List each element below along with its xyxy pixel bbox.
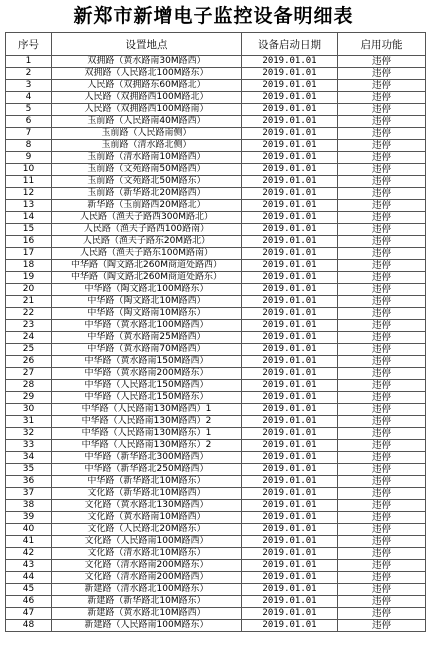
cell-no: 31 bbox=[6, 416, 52, 428]
table-row bbox=[6, 428, 426, 440]
cell-location: 新建路（人民路南100M路东） bbox=[52, 620, 242, 632]
cell-function: 违停 bbox=[338, 80, 426, 92]
cell-date: 2019.01.01 bbox=[242, 524, 338, 536]
cell-location: 双拥路（黄水路南30M路西） bbox=[52, 56, 242, 68]
cell-date: 2019.01.01 bbox=[242, 560, 338, 572]
cell-location: 中华路（陶文路北100M路东） bbox=[52, 284, 242, 296]
table-row bbox=[6, 176, 426, 188]
cell-location: 中华路（黄水路南150M路西） bbox=[52, 356, 242, 368]
cell-date: 2019.01.01 bbox=[242, 176, 338, 188]
table-row bbox=[6, 368, 426, 380]
cell-location: 人民路（双拥路西100M路北） bbox=[52, 92, 242, 104]
cell-no: 9 bbox=[6, 152, 52, 164]
cell-date: 2019.01.01 bbox=[242, 296, 338, 308]
cell-function: 违停 bbox=[338, 308, 426, 320]
table-row bbox=[6, 536, 426, 548]
cell-function: 违停 bbox=[338, 92, 426, 104]
table-row bbox=[6, 608, 426, 620]
cell-date: 2019.01.01 bbox=[242, 584, 338, 596]
cell-function: 违停 bbox=[338, 608, 426, 620]
table-row bbox=[6, 440, 426, 452]
cell-location: 玉前路（文苑路北50M路东） bbox=[52, 176, 242, 188]
cell-function: 违停 bbox=[338, 104, 426, 116]
table-row bbox=[6, 596, 426, 608]
cell-date: 2019.01.01 bbox=[242, 224, 338, 236]
cell-location: 文化路（清水路南200M路西） bbox=[52, 572, 242, 584]
cell-date: 2019.01.01 bbox=[242, 164, 338, 176]
cell-no: 14 bbox=[6, 212, 52, 224]
table-row bbox=[6, 68, 426, 80]
cell-no: 8 bbox=[6, 140, 52, 152]
table-row bbox=[6, 260, 426, 272]
table-row bbox=[6, 212, 426, 224]
table-row bbox=[6, 356, 426, 368]
cell-date: 2019.01.01 bbox=[242, 212, 338, 224]
cell-no: 26 bbox=[6, 356, 52, 368]
cell-function: 违停 bbox=[338, 200, 426, 212]
table-row bbox=[6, 404, 426, 416]
cell-no: 32 bbox=[6, 428, 52, 440]
cell-date: 2019.01.01 bbox=[242, 332, 338, 344]
cell-function: 违停 bbox=[338, 464, 426, 476]
cell-location: 中华路（黄水路北100M路西） bbox=[52, 320, 242, 332]
cell-location: 人民路（渔夫子路西100路南） bbox=[52, 224, 242, 236]
cell-location: 人民路（渔夫子路西300M路北） bbox=[52, 212, 242, 224]
cell-no: 41 bbox=[6, 536, 52, 548]
cell-function: 违停 bbox=[338, 332, 426, 344]
cell-no: 28 bbox=[6, 380, 52, 392]
cell-no: 34 bbox=[6, 452, 52, 464]
cell-function: 违停 bbox=[338, 572, 426, 584]
cell-location: 新建路（黄水路北10M路西） bbox=[52, 608, 242, 620]
cell-date: 2019.01.01 bbox=[242, 116, 338, 128]
cell-date: 2019.01.01 bbox=[242, 608, 338, 620]
cell-function: 违停 bbox=[338, 404, 426, 416]
table-row bbox=[6, 236, 426, 248]
cell-no: 22 bbox=[6, 308, 52, 320]
cell-date: 2019.01.01 bbox=[242, 152, 338, 164]
cell-no: 44 bbox=[6, 572, 52, 584]
cell-no: 42 bbox=[6, 548, 52, 560]
cell-no: 40 bbox=[6, 524, 52, 536]
cell-location: 文化路（清水路北10M路东） bbox=[52, 548, 242, 560]
cell-no: 48 bbox=[6, 620, 52, 632]
header-no: 序号 bbox=[6, 33, 52, 56]
cell-no: 30 bbox=[6, 404, 52, 416]
table-row bbox=[6, 416, 426, 428]
cell-function: 违停 bbox=[338, 56, 426, 68]
cell-date: 2019.01.01 bbox=[242, 56, 338, 68]
header-function: 启用功能 bbox=[338, 33, 426, 56]
cell-function: 违停 bbox=[338, 428, 426, 440]
cell-no: 7 bbox=[6, 128, 52, 140]
cell-no: 5 bbox=[6, 104, 52, 116]
table-row bbox=[6, 320, 426, 332]
cell-date: 2019.01.01 bbox=[242, 272, 338, 284]
cell-function: 违停 bbox=[338, 452, 426, 464]
cell-location: 中华路（新华路北250M路西） bbox=[52, 464, 242, 476]
cell-function: 违停 bbox=[338, 440, 426, 452]
table-row bbox=[6, 476, 426, 488]
cell-location: 双拥路（人民路北100M路东） bbox=[52, 68, 242, 80]
equipment-table bbox=[5, 32, 426, 632]
table-row bbox=[6, 248, 426, 260]
cell-date: 2019.01.01 bbox=[242, 392, 338, 404]
cell-function: 违停 bbox=[338, 212, 426, 224]
table-body bbox=[6, 56, 426, 632]
cell-date: 2019.01.01 bbox=[242, 404, 338, 416]
cell-function: 违停 bbox=[338, 164, 426, 176]
table-row bbox=[6, 224, 426, 236]
cell-date: 2019.01.01 bbox=[242, 104, 338, 116]
cell-date: 2019.01.01 bbox=[242, 548, 338, 560]
cell-date: 2019.01.01 bbox=[242, 344, 338, 356]
cell-location: 新华路（玉前路西20M路北） bbox=[52, 200, 242, 212]
cell-date: 2019.01.01 bbox=[242, 128, 338, 140]
cell-location: 中华路（陶文路北260M商道处路西） bbox=[52, 260, 242, 272]
cell-location: 中华路（陶文路南10M路东） bbox=[52, 308, 242, 320]
cell-location: 新建路（清水路北100M路东） bbox=[52, 584, 242, 596]
cell-function: 违停 bbox=[338, 596, 426, 608]
cell-date: 2019.01.01 bbox=[242, 200, 338, 212]
cell-function: 违停 bbox=[338, 152, 426, 164]
table-row bbox=[6, 308, 426, 320]
cell-function: 违停 bbox=[338, 344, 426, 356]
cell-no: 17 bbox=[6, 248, 52, 260]
cell-no: 29 bbox=[6, 392, 52, 404]
table-row bbox=[6, 284, 426, 296]
cell-date: 2019.01.01 bbox=[242, 308, 338, 320]
cell-location: 文化路（清水路南200M路东） bbox=[52, 560, 242, 572]
table-row bbox=[6, 584, 426, 596]
cell-date: 2019.01.01 bbox=[242, 440, 338, 452]
cell-location: 中华路（人民路南130M路东）1 bbox=[52, 428, 242, 440]
cell-date: 2019.01.01 bbox=[242, 248, 338, 260]
cell-function: 违停 bbox=[338, 296, 426, 308]
cell-function: 违停 bbox=[338, 248, 426, 260]
cell-location: 中华路（新华路北300M路西） bbox=[52, 452, 242, 464]
cell-function: 违停 bbox=[338, 356, 426, 368]
table-row bbox=[6, 140, 426, 152]
cell-location: 文化路（新华路北10M路西） bbox=[52, 488, 242, 500]
cell-no: 4 bbox=[6, 92, 52, 104]
cell-no: 19 bbox=[6, 272, 52, 284]
table-row bbox=[6, 116, 426, 128]
cell-no: 20 bbox=[6, 284, 52, 296]
cell-function: 违停 bbox=[338, 536, 426, 548]
cell-date: 2019.01.01 bbox=[242, 356, 338, 368]
cell-location: 文化路（人民路北20M路东） bbox=[52, 524, 242, 536]
cell-no: 37 bbox=[6, 488, 52, 500]
cell-no: 47 bbox=[6, 608, 52, 620]
table-row bbox=[6, 332, 426, 344]
cell-date: 2019.01.01 bbox=[242, 284, 338, 296]
table-row bbox=[6, 152, 426, 164]
cell-no: 10 bbox=[6, 164, 52, 176]
cell-location: 中华路（人民路南130M路西）1 bbox=[52, 404, 242, 416]
cell-function: 违停 bbox=[338, 560, 426, 572]
cell-function: 违停 bbox=[338, 320, 426, 332]
cell-no: 39 bbox=[6, 512, 52, 524]
cell-no: 1 bbox=[6, 56, 52, 68]
cell-date: 2019.01.01 bbox=[242, 380, 338, 392]
cell-function: 违停 bbox=[338, 548, 426, 560]
cell-no: 6 bbox=[6, 116, 52, 128]
cell-no: 18 bbox=[6, 260, 52, 272]
cell-location: 人民路（渔夫子路东100M路南） bbox=[52, 248, 242, 260]
cell-date: 2019.01.01 bbox=[242, 260, 338, 272]
table-row bbox=[6, 488, 426, 500]
cell-function: 违停 bbox=[338, 116, 426, 128]
cell-no: 13 bbox=[6, 200, 52, 212]
header-date: 设备启动日期 bbox=[242, 33, 338, 56]
table-row bbox=[6, 188, 426, 200]
cell-location: 文化路（黄水路南10M路西） bbox=[52, 512, 242, 524]
cell-location: 中华路（黄水路南25M路西） bbox=[52, 332, 242, 344]
cell-date: 2019.01.01 bbox=[242, 500, 338, 512]
cell-date: 2019.01.01 bbox=[242, 512, 338, 524]
cell-date: 2019.01.01 bbox=[242, 452, 338, 464]
cell-no: 11 bbox=[6, 176, 52, 188]
cell-location: 中华路（陶文路北260M商道处路东） bbox=[52, 272, 242, 284]
table-row bbox=[6, 572, 426, 584]
cell-no: 3 bbox=[6, 80, 52, 92]
cell-date: 2019.01.01 bbox=[242, 236, 338, 248]
cell-location: 中华路（新华路北10M路东） bbox=[52, 476, 242, 488]
cell-location: 玉前路（人民路南侧） bbox=[52, 128, 242, 140]
cell-date: 2019.01.01 bbox=[242, 140, 338, 152]
cell-no: 45 bbox=[6, 584, 52, 596]
cell-function: 违停 bbox=[338, 500, 426, 512]
cell-no: 2 bbox=[6, 68, 52, 80]
cell-function: 违停 bbox=[338, 488, 426, 500]
cell-date: 2019.01.01 bbox=[242, 428, 338, 440]
cell-date: 2019.01.01 bbox=[242, 464, 338, 476]
cell-no: 33 bbox=[6, 440, 52, 452]
cell-date: 2019.01.01 bbox=[242, 620, 338, 632]
cell-location: 玉前路（清水路南10M路西） bbox=[52, 152, 242, 164]
cell-function: 违停 bbox=[338, 68, 426, 80]
cell-location: 人民路（渔夫子路东20M路北） bbox=[52, 236, 242, 248]
cell-location: 中华路（人民路北150M路西） bbox=[52, 380, 242, 392]
cell-location: 玉前路（清水路北侧） bbox=[52, 140, 242, 152]
table-row bbox=[6, 464, 426, 476]
table-row bbox=[6, 500, 426, 512]
cell-function: 违停 bbox=[338, 524, 426, 536]
cell-function: 违停 bbox=[338, 224, 426, 236]
table-row bbox=[6, 272, 426, 284]
cell-no: 27 bbox=[6, 368, 52, 380]
cell-location: 人民路（双拥路西100M路南） bbox=[52, 104, 242, 116]
table-row bbox=[6, 380, 426, 392]
cell-no: 25 bbox=[6, 344, 52, 356]
table-row bbox=[6, 560, 426, 572]
cell-function: 违停 bbox=[338, 284, 426, 296]
cell-location: 中华路（黄水路南70M路西） bbox=[52, 344, 242, 356]
table-row bbox=[6, 128, 426, 140]
cell-location: 文化路（人民路南100M路西） bbox=[52, 536, 242, 548]
table-row bbox=[6, 524, 426, 536]
cell-no: 23 bbox=[6, 320, 52, 332]
header-row bbox=[6, 33, 426, 56]
cell-no: 35 bbox=[6, 464, 52, 476]
cell-date: 2019.01.01 bbox=[242, 476, 338, 488]
cell-location: 玉前路（新华路北20M路西） bbox=[52, 188, 242, 200]
cell-no: 24 bbox=[6, 332, 52, 344]
header-location: 设置地点 bbox=[52, 33, 242, 56]
cell-location: 中华路（陶文路北10M路西） bbox=[52, 296, 242, 308]
table-row bbox=[6, 92, 426, 104]
cell-date: 2019.01.01 bbox=[242, 92, 338, 104]
cell-location: 中华路（黄水路南200M路东） bbox=[52, 368, 242, 380]
table-row bbox=[6, 620, 426, 632]
cell-location: 中华路（人民路北150M路东） bbox=[52, 392, 242, 404]
cell-function: 违停 bbox=[338, 272, 426, 284]
cell-location: 中华路（人民路南130M路西）2 bbox=[52, 416, 242, 428]
cell-date: 2019.01.01 bbox=[242, 572, 338, 584]
cell-function: 违停 bbox=[338, 188, 426, 200]
cell-date: 2019.01.01 bbox=[242, 68, 338, 80]
cell-no: 21 bbox=[6, 296, 52, 308]
cell-function: 违停 bbox=[338, 416, 426, 428]
cell-function: 违停 bbox=[338, 620, 426, 632]
cell-function: 违停 bbox=[338, 380, 426, 392]
cell-location: 中华路（人民路南130M路东）2 bbox=[52, 440, 242, 452]
cell-no: 16 bbox=[6, 236, 52, 248]
cell-function: 违停 bbox=[338, 476, 426, 488]
table-row bbox=[6, 56, 426, 68]
cell-no: 15 bbox=[6, 224, 52, 236]
cell-function: 违停 bbox=[338, 140, 426, 152]
table-row bbox=[6, 512, 426, 524]
cell-function: 违停 bbox=[338, 176, 426, 188]
cell-date: 2019.01.01 bbox=[242, 368, 338, 380]
cell-date: 2019.01.01 bbox=[242, 416, 338, 428]
cell-date: 2019.01.01 bbox=[242, 188, 338, 200]
cell-no: 12 bbox=[6, 188, 52, 200]
cell-location: 玉前路（人民路南40M路西） bbox=[52, 116, 242, 128]
cell-date: 2019.01.01 bbox=[242, 80, 338, 92]
table-row bbox=[6, 392, 426, 404]
document-title: 新郑市新增电子监控设备明细表 bbox=[73, 5, 354, 27]
cell-date: 2019.01.01 bbox=[242, 320, 338, 332]
table-row bbox=[6, 104, 426, 116]
cell-function: 违停 bbox=[338, 584, 426, 596]
table-row bbox=[6, 200, 426, 212]
cell-date: 2019.01.01 bbox=[242, 596, 338, 608]
table-row bbox=[6, 548, 426, 560]
cell-no: 36 bbox=[6, 476, 52, 488]
cell-location: 玉前路（文苑路南50M路西） bbox=[52, 164, 242, 176]
cell-date: 2019.01.01 bbox=[242, 488, 338, 500]
cell-no: 38 bbox=[6, 500, 52, 512]
cell-no: 46 bbox=[6, 596, 52, 608]
table-row bbox=[6, 344, 426, 356]
cell-location: 文化路（黄水路北130M路西） bbox=[52, 500, 242, 512]
table-row bbox=[6, 452, 426, 464]
cell-function: 违停 bbox=[338, 392, 426, 404]
cell-function: 违停 bbox=[338, 236, 426, 248]
table-row bbox=[6, 164, 426, 176]
cell-function: 违停 bbox=[338, 512, 426, 524]
cell-function: 违停 bbox=[338, 128, 426, 140]
table-row bbox=[6, 80, 426, 92]
cell-function: 违停 bbox=[338, 368, 426, 380]
cell-location: 新建路（新华路北10M路东） bbox=[52, 596, 242, 608]
cell-location: 人民路（双拥路东60M路北） bbox=[52, 80, 242, 92]
cell-no: 43 bbox=[6, 560, 52, 572]
cell-function: 违停 bbox=[338, 260, 426, 272]
cell-date: 2019.01.01 bbox=[242, 536, 338, 548]
table-row bbox=[6, 296, 426, 308]
